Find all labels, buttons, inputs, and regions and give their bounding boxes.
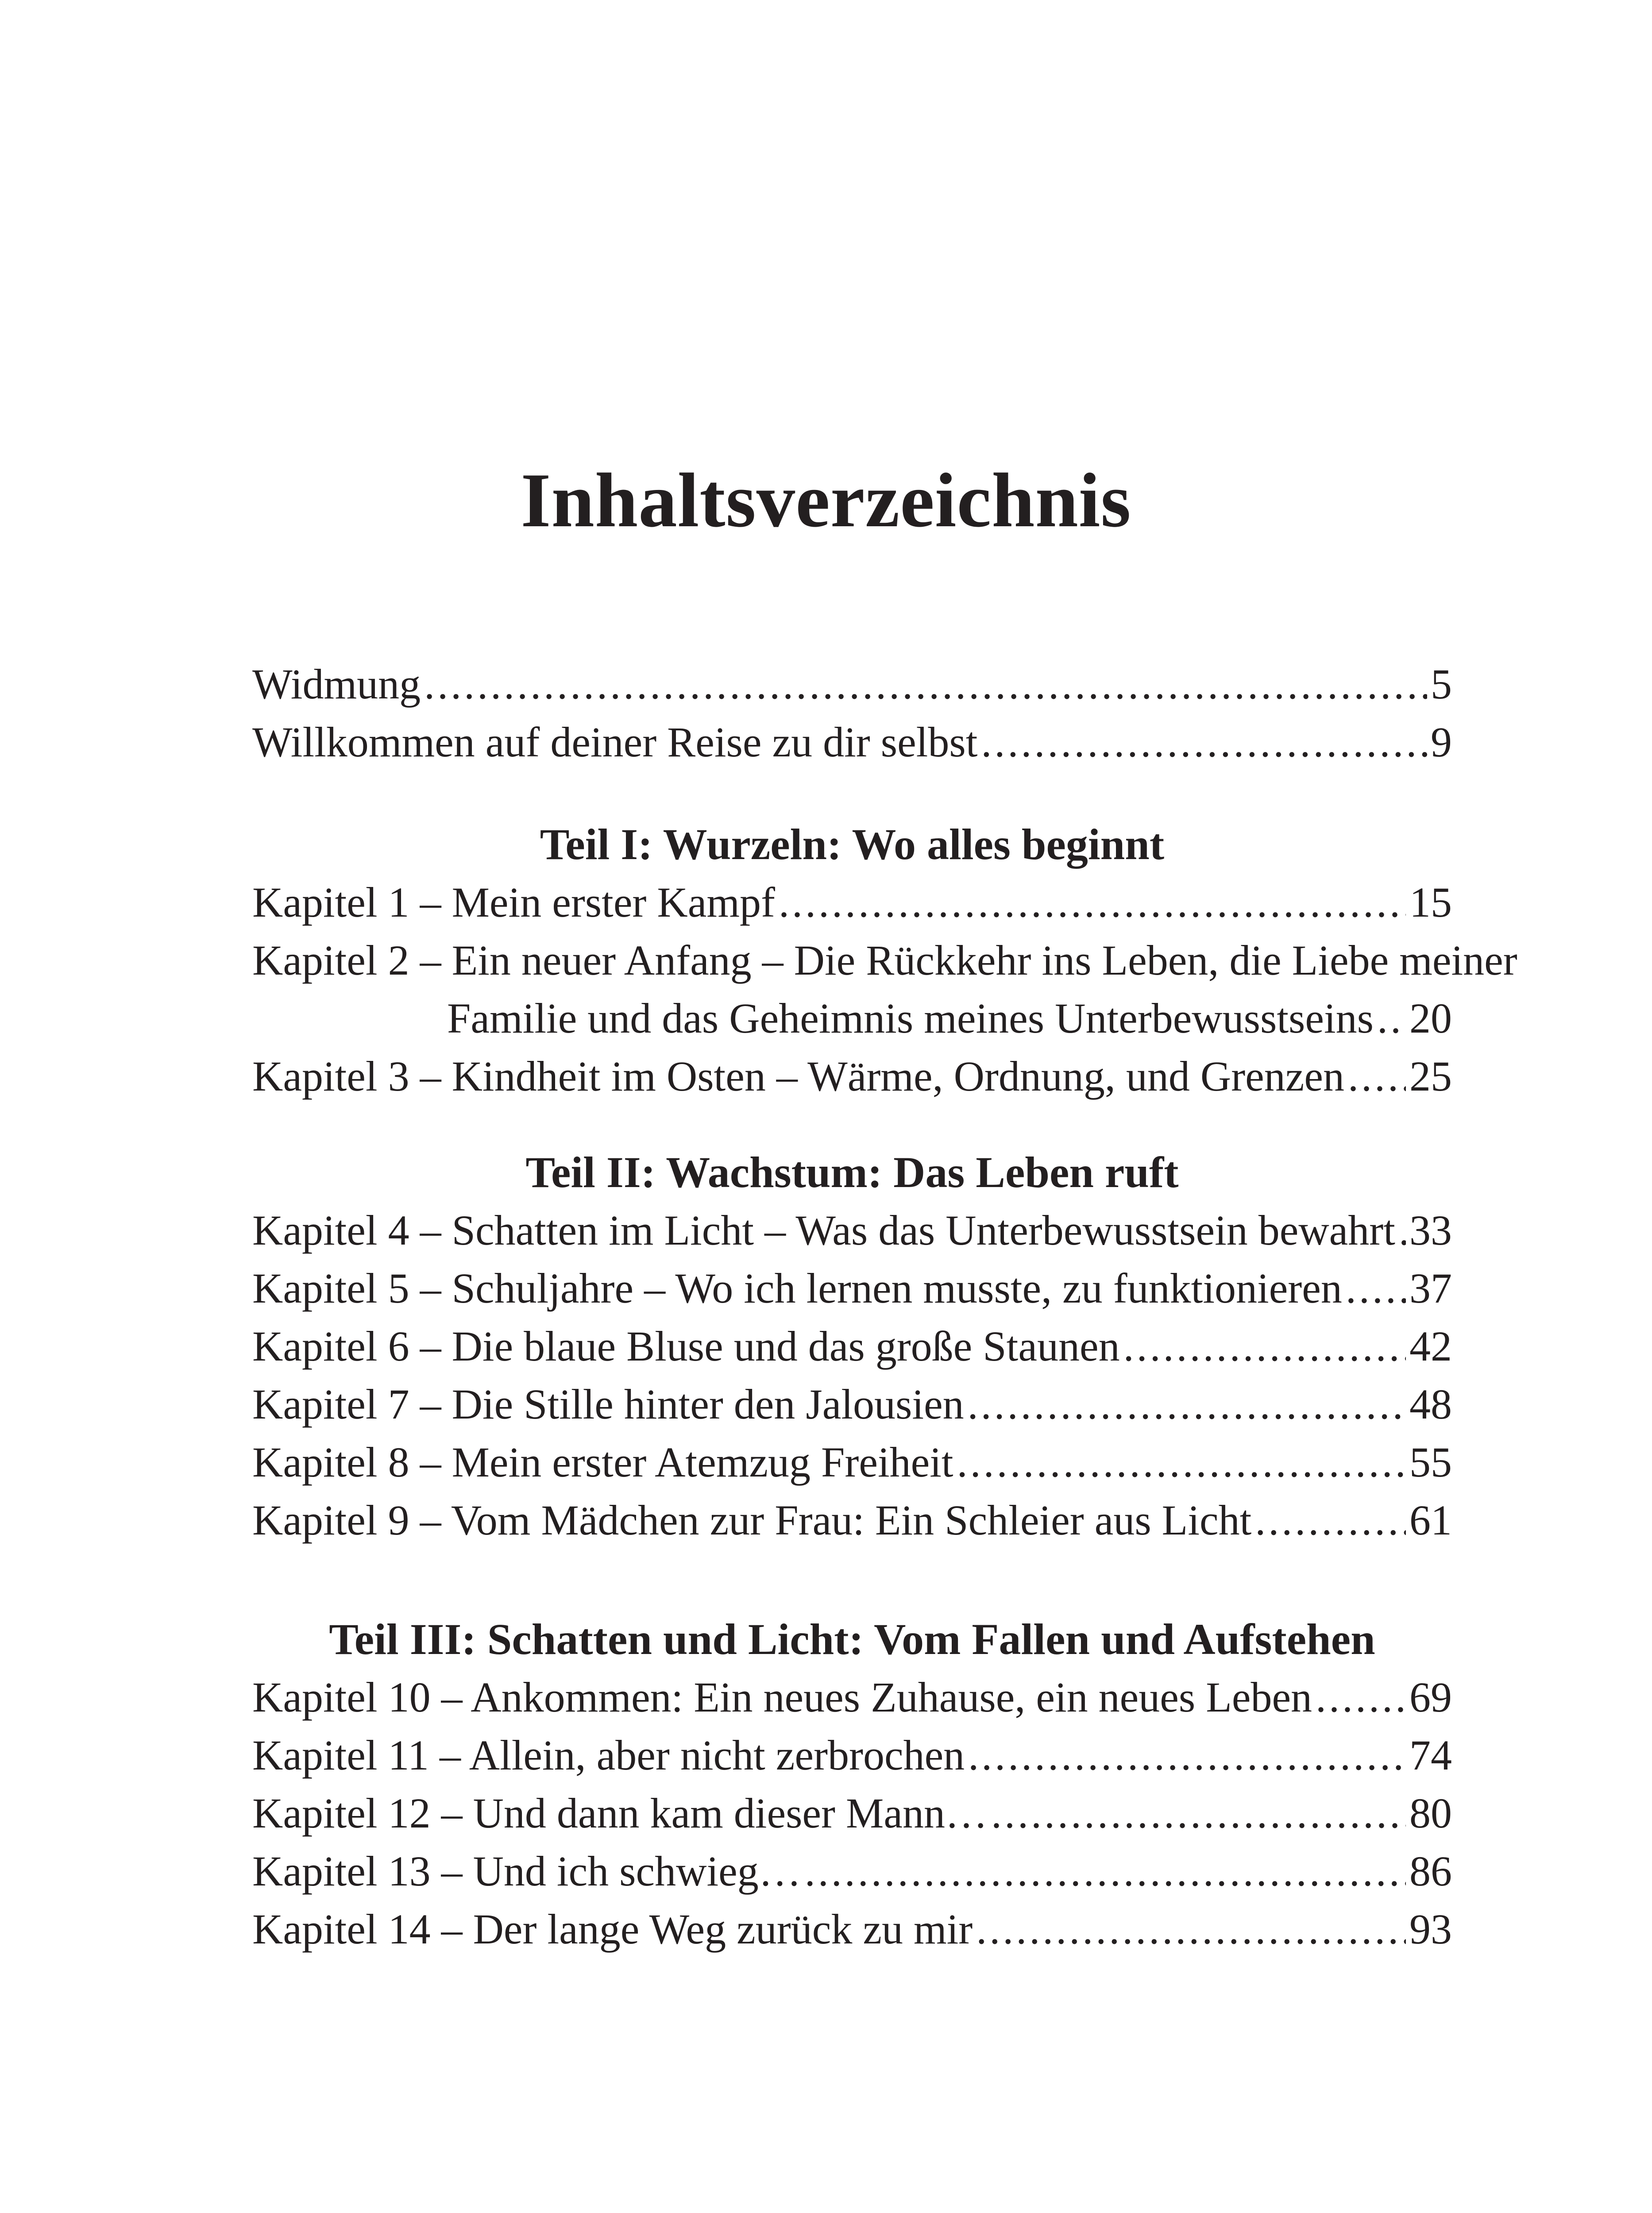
dot-leader (1346, 1259, 1406, 1317)
toc-entry-page: 86 (1409, 1847, 1452, 1895)
toc-entry-label: Kapitel 12 – Und dann kam dieser Mann… (252, 1789, 988, 1837)
table-of-contents (252, 655, 1517, 1958)
part-heading-3: Teil III: Schatten und Licht: Vom Fallen und Aufstehen (329, 1615, 1375, 1664)
toc-entry-willkommen (252, 713, 1452, 771)
toc-entry-chapter-8 (252, 1433, 1452, 1491)
part-heading-2: Teil II: Wachstum: Das Leben ruft (525, 1148, 1179, 1197)
toc-entry-label: Willkommen auf deiner Reise zu dir selbst (252, 718, 978, 766)
toc-entry-page: 61 (1409, 1496, 1452, 1544)
toc-entry-label: Kapitel 13 – Und ich schwieg… (252, 1847, 801, 1895)
toc-entry-label: Kapitel 8 – Mein erster Atemzug Freiheit (252, 1438, 953, 1486)
toc-entry-page: 80 (1409, 1789, 1452, 1837)
toc-entry-page: 55 (1409, 1438, 1452, 1486)
dot-leader (1377, 989, 1406, 1047)
toc-entry-chapter-13 (252, 1842, 1452, 1900)
toc-entry-continuation (252, 989, 1452, 1047)
toc-entry-page: 93 (1409, 1905, 1452, 1953)
dot-leader (424, 655, 1427, 713)
dot-leader (968, 1375, 1406, 1433)
dot-leader (779, 873, 1406, 931)
toc-entry-label: Kapitel 14 – Der lange Weg zurück zu mir (252, 1905, 973, 1953)
toc-entry-label: Kapitel 5 – Schuljahre – Wo ich lernen musste, zu funktionieren (252, 1265, 1342, 1312)
dot-leader (1255, 1491, 1406, 1549)
page-title: Inhaltsverzeichnis (521, 457, 1131, 543)
dot-leader (957, 1433, 1406, 1491)
toc-entry-label: Kapitel 3 – Kindheit im Osten – Wärme, Ordnung, und Grenzen (252, 1053, 1344, 1100)
toc-entry-chapter-14 (252, 1900, 1452, 1958)
toc-entry-chapter-9 (252, 1491, 1452, 1549)
toc-entry-chapter-12 (252, 1784, 1452, 1842)
toc-entry-page: 20 (1409, 995, 1452, 1042)
dot-leader (1316, 1668, 1406, 1726)
toc-entry-chapter-11 (252, 1726, 1452, 1784)
toc-entry-label: Kapitel 9 – Vom Mädchen zur Frau: Ein Schleier aus Licht (252, 1496, 1252, 1544)
toc-entry-page: 9 (1431, 718, 1452, 766)
toc-entry-chapter-3 (252, 1047, 1452, 1105)
toc-entry-chapter-4 (252, 1201, 1452, 1259)
toc-entry-label: Kapitel 11 – Allein, aber nicht zerbrochen (252, 1731, 965, 1779)
toc-entry-chapter-1 (252, 873, 1452, 931)
toc-entry-page: 42 (1409, 1322, 1452, 1370)
dot-leader (1348, 1047, 1406, 1105)
toc-entry-chapter-2 (252, 931, 1517, 1047)
dot-leader (981, 713, 1427, 771)
dot-leader (805, 1842, 1406, 1900)
dot-leader (1123, 1317, 1406, 1375)
toc-entry-chapter-10 (252, 1668, 1452, 1726)
toc-entry-label: Kapitel 6 – Die blaue Bluse und das große Staunen (252, 1322, 1120, 1370)
toc-entry-label: Widmung (252, 660, 421, 708)
toc-entry-label: Kapitel 4 – Schatten im Licht – Was das Unterbewusstsein bewahrt (252, 1207, 1395, 1254)
toc-entry-label: Kapitel 7 – Die Stille hinter den Jalousien (252, 1380, 964, 1428)
toc-entry-page: 25 (1409, 1053, 1452, 1100)
toc-entry-page: 74 (1409, 1731, 1452, 1779)
toc-entry-page: 48 (1409, 1380, 1452, 1428)
toc-entry-page: 33 (1409, 1207, 1452, 1254)
toc-entry-label: Kapitel 1 – Mein erster Kampf (252, 879, 775, 926)
toc-entry-chapter-6 (252, 1317, 1452, 1375)
part-heading-1: Teil I: Wurzeln: Wo alles beginnt (540, 820, 1165, 869)
dot-leader (991, 1784, 1406, 1842)
toc-entry-chapter-5 (252, 1259, 1452, 1317)
toc-entry-page: 37 (1409, 1265, 1452, 1312)
toc-entry-label: Kapitel 2 – Ein neuer Anfang – Die Rückkehr ins Leben, die Liebe meiner (252, 937, 1517, 984)
dot-leader (1399, 1201, 1406, 1259)
toc-entry-page: 15 (1409, 879, 1452, 926)
toc-entry-page: 5 (1431, 660, 1452, 708)
toc-entry-page: 69 (1409, 1673, 1452, 1721)
toc-entry-widmung (252, 655, 1452, 713)
toc-entry-chapter-7 (252, 1375, 1452, 1433)
toc-entry-label: Kapitel 10 – Ankommen: Ein neues Zuhause, ein neues Leben (252, 1673, 1312, 1721)
dot-leader (968, 1726, 1406, 1784)
dot-leader (976, 1900, 1406, 1958)
toc-entry-label-continued: Familie und das Geheimnis meines Unterbewusstseins (447, 995, 1374, 1042)
